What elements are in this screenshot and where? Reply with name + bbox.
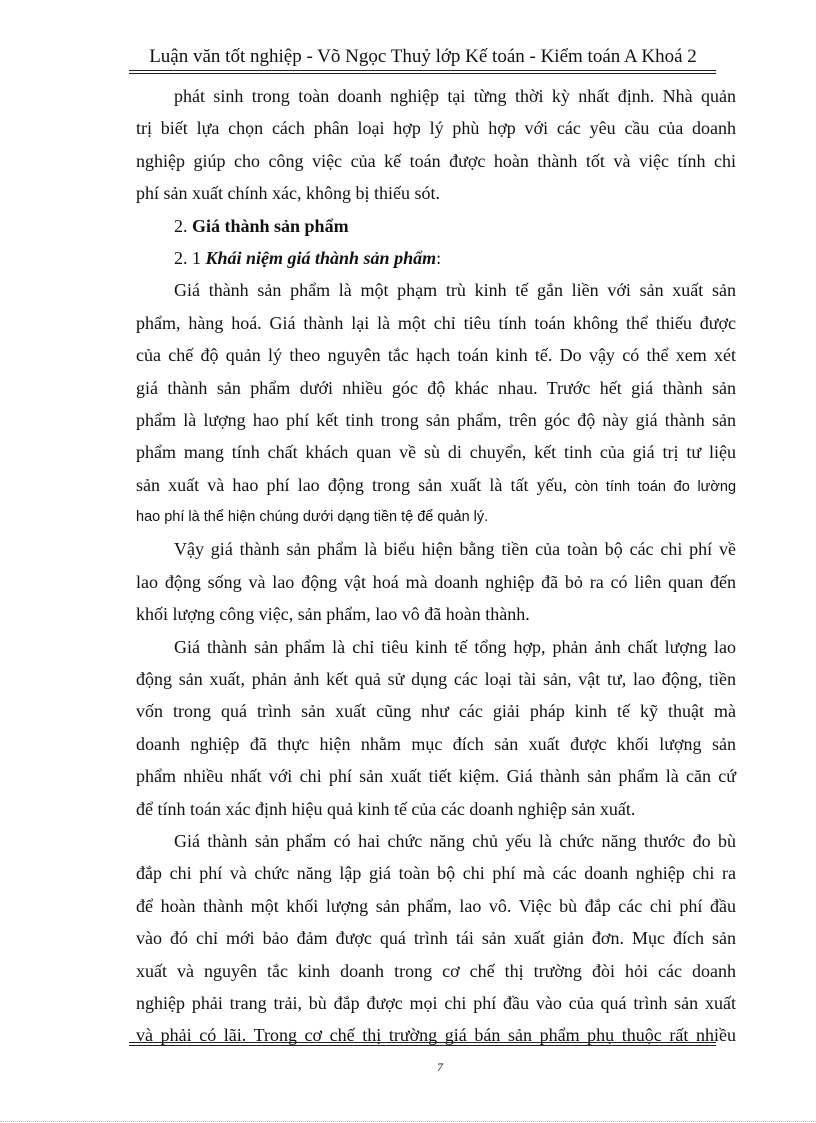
page-edge-divider bbox=[0, 1121, 816, 1122]
text-line: phát sinh trong toàn doanh nghiệp tại từng thời kỳ nhất định. Nhà quản bbox=[174, 86, 736, 106]
document-body bbox=[136, 80, 736, 1052]
text-line: hao phí là thể hiện chúng dưới dạng tiền tệ để quản lý. bbox=[136, 509, 489, 526]
subsection-number: 2. 1 bbox=[174, 247, 206, 268]
text-line: nghiệp giúp cho công việc của kế toán được hoàn thành tốt và việc tính chi bbox=[136, 150, 736, 171]
text-line: khối lượng công việc, sản phẩm, lao vô đã hoàn thành. bbox=[136, 604, 530, 625]
text-line: phí sản xuất chính xác, không bị thiếu sót. bbox=[136, 183, 440, 204]
page-header: Luận văn tốt nghiệp - Võ Ngọc Thuỷ lớp Kế toán - Kiểm toán A Khoá 2 bbox=[149, 46, 697, 67]
text-line: xuất và nguyên tắc kinh doanh trong cơ chế thị trường đòi hỏi các doanh bbox=[136, 960, 736, 981]
subsection-suffix: : bbox=[436, 247, 442, 268]
text-line: Giá thành sản phẩm là chỉ tiêu kinh tế tổng hợp, phản ảnh chất lượng lao bbox=[174, 636, 736, 657]
text-line bbox=[136, 469, 736, 501]
header-rule bbox=[129, 70, 716, 71]
text-line: trị biết lựa chọn cách phân loại hợp lý phù hợp với các yêu cầu của doanh bbox=[136, 118, 736, 139]
text-run-small: còn tính toán đo lường bbox=[567, 478, 737, 495]
text-line: và phải có lãi. Trong cơ chế thị trường giá bán sản phẩm phụ thuộc rất nhiều bbox=[136, 1025, 736, 1046]
text-line: lao động sống và lao động vật hoá mà doanh nghiệp đã bỏ ra có liên quan đến bbox=[136, 571, 736, 592]
section-heading bbox=[136, 210, 736, 242]
subsection-title: Khái niệm giá thành sản phẩm bbox=[205, 247, 437, 268]
text-line: của chế độ quản lý theo nguyên tắc hạch toán kinh tế. Do vậy có thể xem xét bbox=[136, 345, 736, 366]
text-line: Giá thành sản phẩm là một phạm trù kinh tế gắn liền với sản xuất sản bbox=[174, 280, 736, 301]
text-line: động sản xuất, phản ảnh kết quả sử dụng các loại tài sản, vật tư, lao động, tiền bbox=[136, 669, 736, 690]
text-line: Vậy giá thành sản phẩm là biểu hiện bằng tiền của toàn bộ các chi phí về bbox=[174, 539, 736, 560]
text-line: phẩm nhiều nhất với chi phí sản xuất tiết kiệm. Giá thành sản phẩm là căn cứ bbox=[136, 766, 736, 787]
text-line: vốn trong quá trình sản xuất cũng như các giải pháp kinh tế kỹ thuật mà bbox=[136, 701, 736, 722]
text-line: để hoàn thành một khối lượng sản phẩm, lao vô. Việc bù đắp các chi phí đầu bbox=[136, 895, 736, 916]
text-line: vào đó chỉ mới bảo đảm được quá trình tái sản xuất giản đơn. Mục đích sản bbox=[136, 928, 736, 949]
text-line: Giá thành sản phẩm có hai chức năng chủ yếu là chức năng thước đo bù bbox=[174, 830, 736, 851]
text-line: phẩm là lượng hao phí kết tinh trong sản phẩm, trên góc độ này giá thành sản bbox=[136, 409, 736, 430]
section-number: 2. bbox=[174, 215, 192, 236]
text-line: phẩm mang tính chất khách quan về sù di chuyển, kết tinh của giá trị tư liệu bbox=[136, 442, 736, 463]
text-line: doanh nghiệp đã thực hiện nhằm mục đích sản xuất được khối lượng sản bbox=[136, 733, 736, 754]
footer-rule bbox=[129, 1042, 716, 1043]
page-number: 7 bbox=[437, 1060, 443, 1074]
text-line: đắp chi phí và chức năng lập giá toàn bộ chi phí mà các doanh nghiệp chi ra bbox=[136, 863, 736, 884]
section-title: Giá thành sản phẩm bbox=[192, 215, 349, 236]
text-line: nghiệp phải trang trải, bù đắp được mọi chi phí đầu vào của quá trình sản xuất bbox=[136, 992, 736, 1013]
subsection-heading bbox=[136, 242, 736, 274]
text-line: phẩm, hàng hoá. Giá thành lại là một chỉ tiêu tính toán không thể thiếu được bbox=[136, 312, 736, 333]
text-line: giá thành sản phẩm dưới nhiều góc độ khác nhau. Trước hết giá thành sản bbox=[136, 377, 736, 398]
text-run: sản xuất và hao phí lao động trong sản xuất là tất yếu, bbox=[136, 474, 568, 495]
footer-rule bbox=[129, 1045, 716, 1046]
text-line: để tính toán xác định hiệu quả kinh tế của các doanh nghiệp sản xuất. bbox=[136, 798, 636, 819]
header-rule bbox=[129, 73, 716, 74]
